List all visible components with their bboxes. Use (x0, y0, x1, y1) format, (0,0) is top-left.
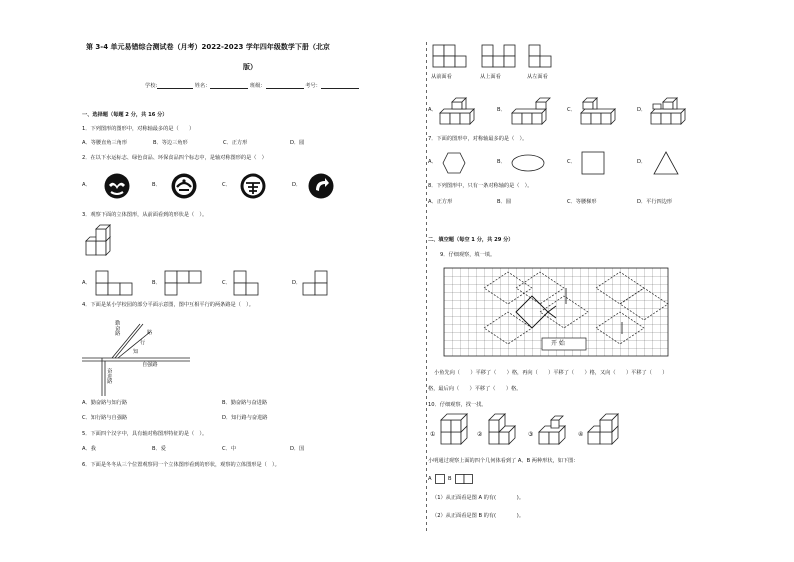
q10-sub-question-1: （1）从正面看是图 A 的有( )。 (432, 495, 525, 501)
q8-option-b[interactable]: B．圆 (497, 199, 511, 205)
q4-campus-map (82, 318, 192, 398)
exam-no-label: 考号： (305, 82, 321, 89)
q10-figure-label-1: ① (430, 431, 436, 438)
exam-no-field[interactable] (321, 82, 359, 89)
q2-option-a[interactable]: A． (82, 182, 91, 188)
q10-solid-2 (487, 418, 521, 446)
q4-option-a[interactable]: A．勤奋路与知行路 (82, 400, 128, 406)
class-label: 班级： (250, 82, 266, 89)
map-road-zhi: 知 (133, 349, 139, 355)
q10-figure-label-4: ④ (578, 431, 584, 438)
view-left-label: 从左面看 (527, 74, 548, 80)
q10-stem: 10．仔细观察，找一找。 (428, 402, 487, 408)
q6-option-a[interactable]: A． (428, 107, 437, 113)
q6-solid-b (510, 93, 550, 127)
q6-stem: 6．下面是冬冬从三个位置观察同一个立体图形看到的形状，观察的立体图形是（ ）。 (82, 462, 280, 468)
q6-solid-a (438, 93, 478, 127)
ellipse-shape-icon (511, 154, 545, 172)
q3-shape-c (233, 270, 263, 296)
school-field[interactable] (157, 82, 193, 89)
q8-stem: 8．下列图形中，只有一条对称轴的是（ ）。 (428, 183, 533, 189)
q2-stem: 2．在以下水运标志、绿色食品、环保食品四个标志中，是轴对称图形的是（ ） (82, 155, 267, 161)
name-label: 姓名： (194, 82, 211, 89)
q1-option-b[interactable]: B．等边三角形 (153, 140, 188, 146)
view-top-label: 从上面看 (480, 74, 501, 80)
hexagon-shape-icon (442, 152, 466, 174)
water-transport-logo-icon (104, 173, 130, 199)
q3-shape-a (95, 270, 135, 296)
page-title-line1: 第 3-4 单元易错综合测试卷（月考）2022-2023 学年四年级数学下册（北京 (86, 43, 330, 51)
q10-solid-4 (586, 418, 626, 446)
green-food-logo-icon (171, 173, 197, 199)
triangle-shape-icon (653, 151, 679, 175)
q6-solid-d (649, 93, 689, 127)
q3-option-d[interactable]: D． (292, 280, 302, 286)
q3-shape-d (302, 270, 332, 296)
q5-stem: 5．下面四个汉字中，具有轴对称图形特征的是（ ）。 (82, 431, 208, 437)
q6-option-b[interactable]: B． (497, 107, 506, 113)
q3-solid-figure (84, 227, 124, 257)
q3-option-c[interactable]: C． (222, 280, 231, 286)
q5-option-c[interactable]: C．中 (222, 446, 236, 452)
name-field[interactable] (210, 82, 248, 89)
q1-option-d[interactable]: D．圆 (290, 140, 305, 146)
map-road-xing: 行 (140, 340, 146, 346)
q3-shape-b (164, 270, 204, 296)
view-left-figure (528, 44, 558, 72)
map-road-lu: 路 (147, 330, 153, 336)
q1-option-c[interactable]: C．正方形 (223, 140, 248, 146)
q9-start-label: 开 始 (551, 340, 565, 347)
q10-shape-b (455, 474, 473, 484)
q7-stem: 7．下面的图形中，对称轴最多的是（ ）。 (428, 136, 528, 142)
q6-option-d[interactable]: D． (637, 107, 647, 113)
q10-shape-a (435, 474, 445, 484)
column-divider (426, 42, 427, 532)
q1-stem: 1．下列图形的图形中，对称轴最多的是（ ） (82, 126, 195, 132)
q5-option-b[interactable]: B．爱 (152, 446, 166, 452)
map-road-fenjin: 奋进路 (106, 368, 113, 384)
eco-food-logo-icon (240, 173, 266, 199)
q3-stem: 3．观察下面的立体图形，从前面看到的形状是（ ）。 (82, 212, 208, 218)
q10-figure-label-3: ③ (528, 431, 534, 438)
q10-shape-a-label: A (428, 476, 432, 482)
q4-option-b[interactable]: B．勤奋路与奋进路 (222, 400, 268, 406)
q8-option-c[interactable]: C．等腰梯形 (567, 199, 597, 205)
view-top-figure (481, 44, 517, 72)
q10-description: 小明通过观察上面的四个几何体看到了 A、B 两种形状，如下图： (428, 458, 579, 464)
q2-option-c[interactable]: C． (222, 182, 231, 188)
q10-figure-label-2: ② (477, 431, 483, 438)
q9-fill-line2: 格，最后向（ ）平移了（ ）格。 (428, 386, 522, 392)
q10-solid-3 (537, 418, 571, 446)
q6-option-c[interactable]: C． (567, 107, 576, 113)
q4-stem: 4．下面是某小学校园的部分平面示意图，图中互相平行的两条路是（ ）。 (82, 302, 254, 308)
page-title-line2: 版） (243, 63, 257, 71)
q2-option-b[interactable]: B． (152, 182, 161, 188)
school-label: 学校: (145, 82, 158, 89)
q2-option-d[interactable]: D． (292, 182, 302, 188)
q1-option-a[interactable]: A．等腰直角三角形 (82, 140, 128, 146)
map-road-qinfen: 勤奋路 (114, 320, 121, 336)
q10-solid-1 (439, 418, 473, 446)
q4-option-c[interactable]: C．知行路与自强路 (82, 415, 128, 421)
section1-heading: 一、选择题（每题 2 分，共 16 分） (82, 112, 168, 118)
view-front-label: 从前面看 (431, 74, 452, 80)
section2-heading: 二、填空题（每空 1 分，共 29 分） (428, 237, 514, 243)
q9-fill-line1: 小鱼先向（ ）平移了（ ）格，再向（ ）平移了（ ）格，又向（ ）平移了（ ） (434, 370, 668, 376)
q7-option-b[interactable]: B． (497, 159, 506, 165)
q10-shape-b-label: B (448, 476, 452, 482)
q6-solid-c (579, 93, 619, 127)
q7-option-a[interactable]: A． (428, 159, 437, 165)
q8-option-d[interactable]: D．平行四边形 (637, 199, 673, 205)
view-front-figure (432, 44, 468, 72)
map-road-ziqiang: 自强路 (142, 362, 158, 368)
q3-option-a[interactable]: A． (82, 280, 91, 286)
square-shape-icon (581, 151, 605, 175)
q9-stem: 9．仔细观察，填一填。 (440, 252, 496, 258)
q4-option-d[interactable]: D．知行路与奋进路 (222, 415, 268, 421)
recycle-logo-icon (308, 173, 334, 199)
class-field[interactable] (266, 82, 304, 89)
q5-option-d[interactable]: D．国 (290, 446, 305, 452)
q3-option-b[interactable]: B． (152, 280, 161, 286)
q8-option-a[interactable]: A．正方形 (428, 199, 453, 205)
student-info-row (145, 82, 359, 89)
q10-sub-question-2: （2）从正面看是图 B 的有( )。 (432, 513, 525, 519)
q5-option-a[interactable]: A．我 (82, 446, 96, 452)
q7-option-d[interactable]: D． (637, 159, 647, 165)
q7-option-c[interactable]: C． (567, 159, 576, 165)
